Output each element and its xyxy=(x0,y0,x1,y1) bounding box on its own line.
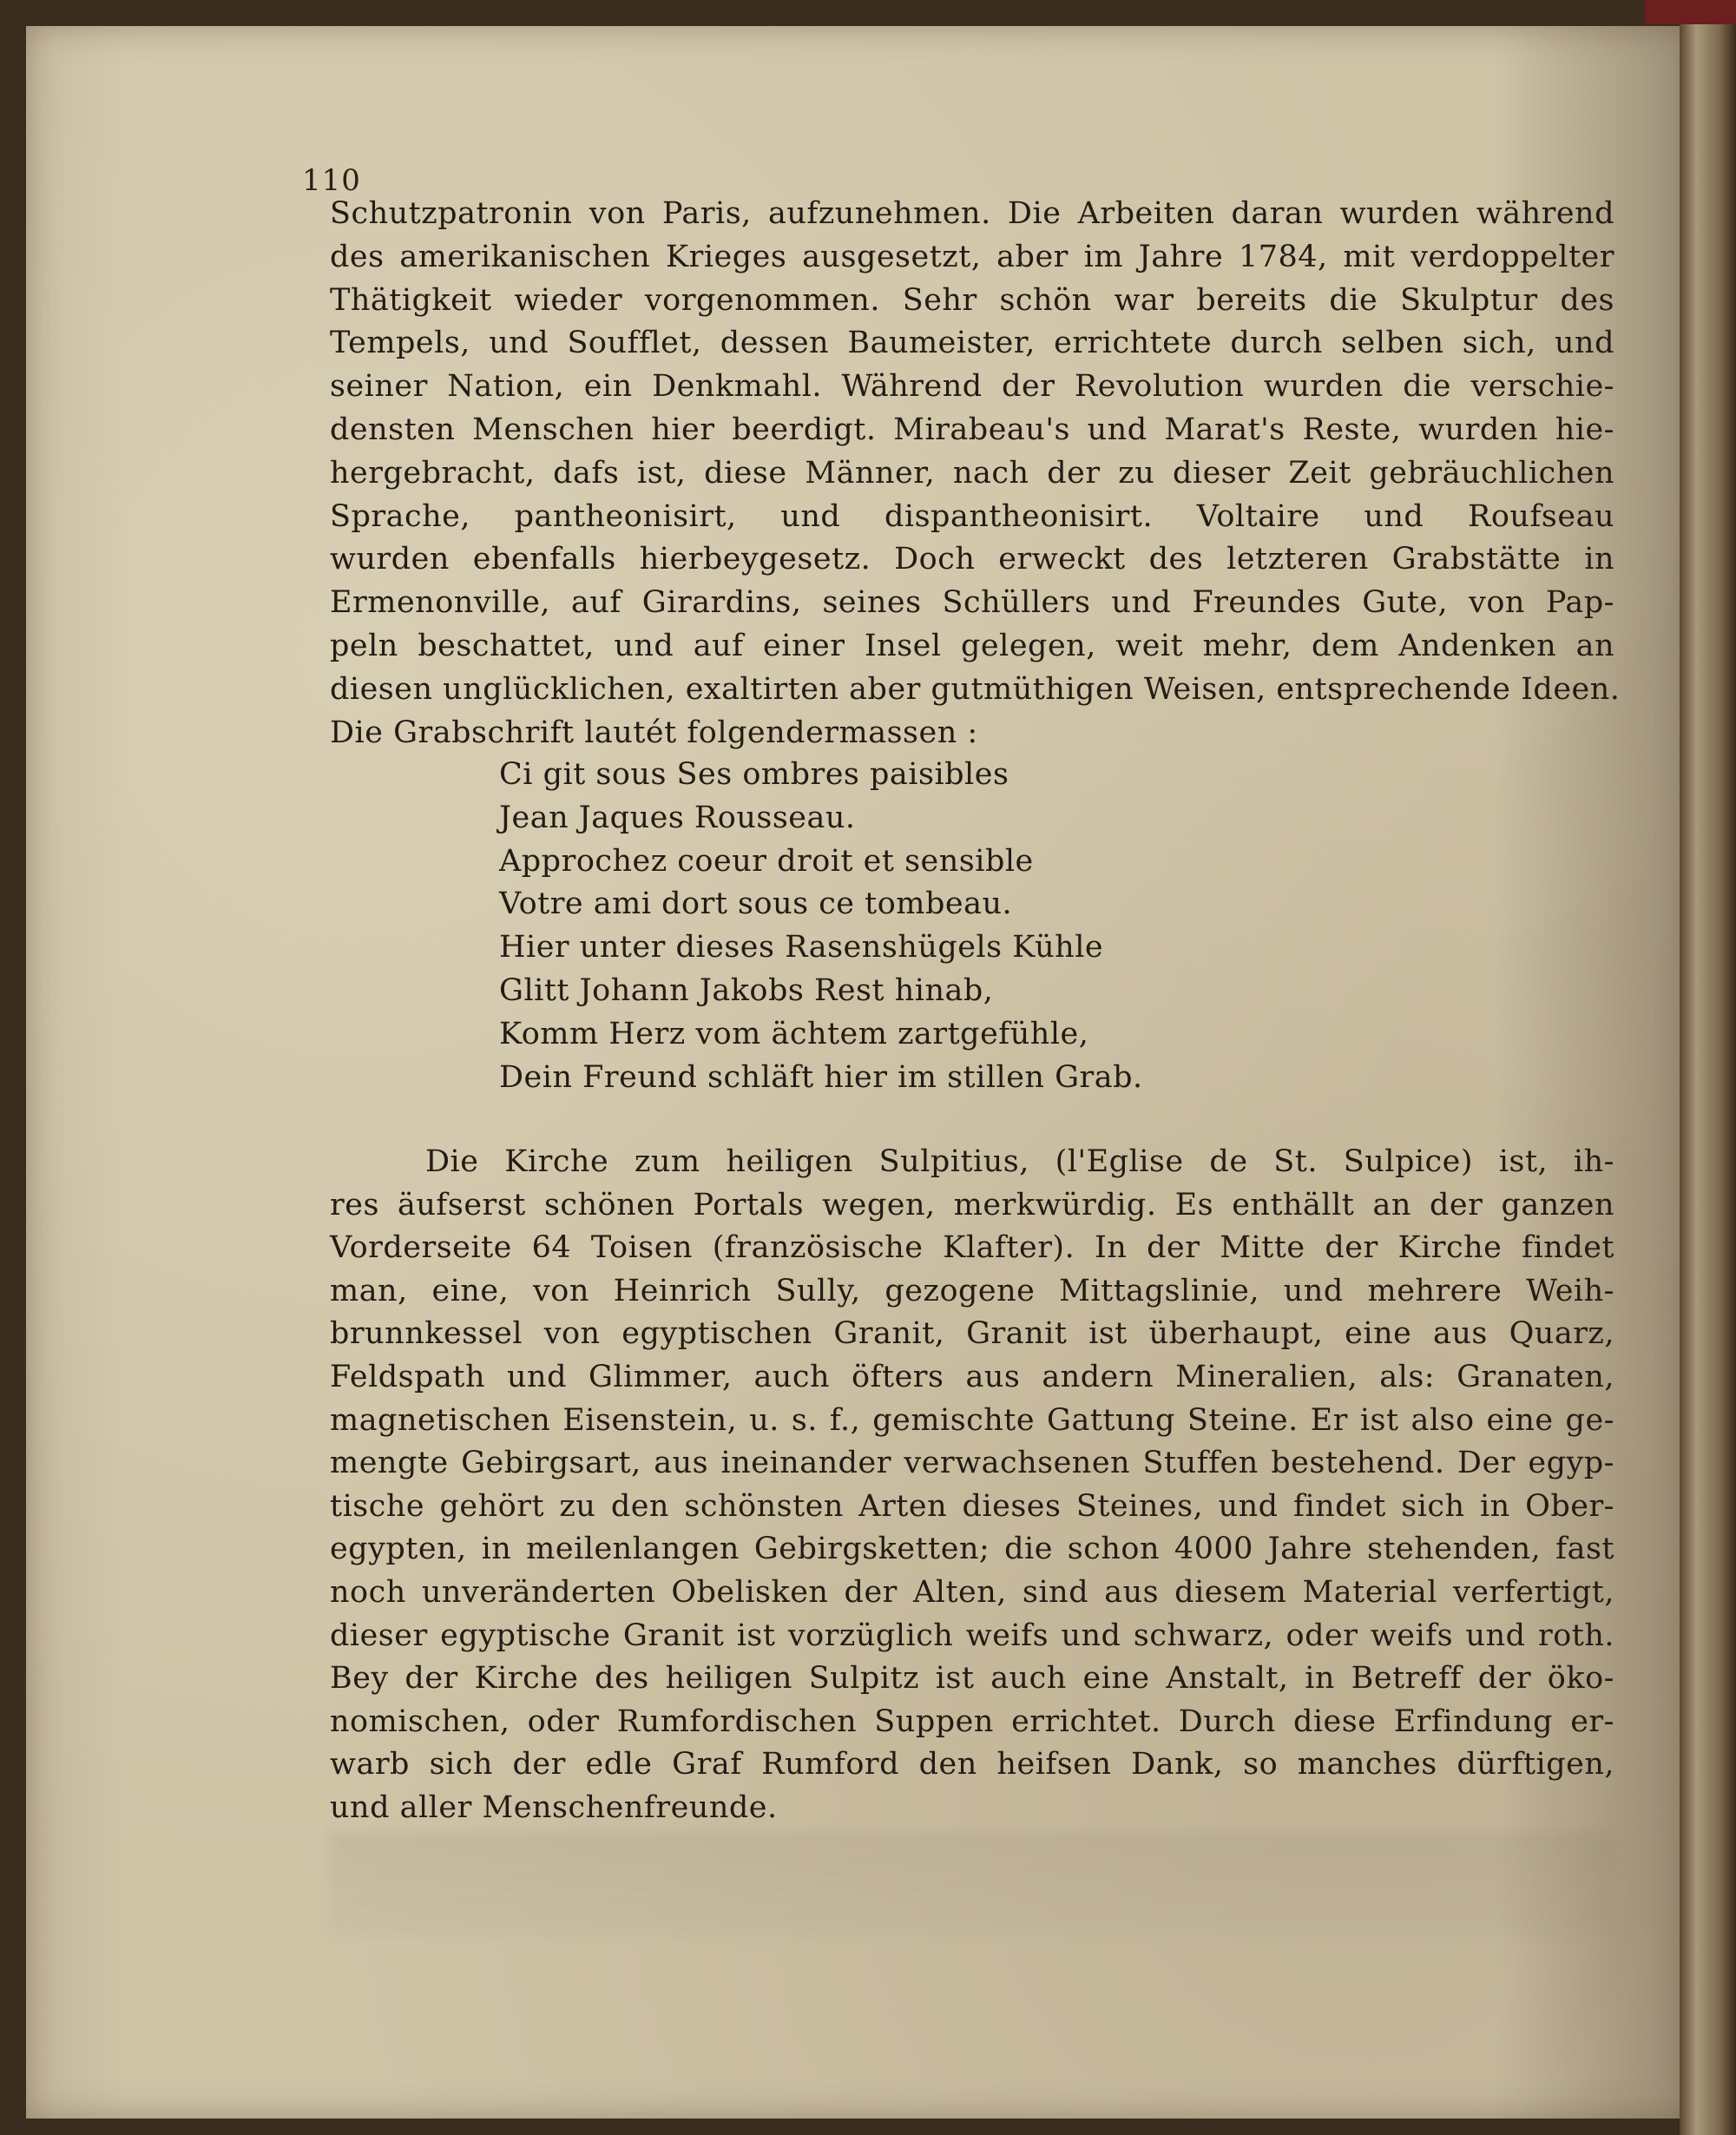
text-line: hergebracht, dafs ist, diese Männer, nach der zu dieser Zeit gebräuchlichen xyxy=(330,455,1614,491)
text-line: wurden ebenfalls hierbeygesetz. Doch erweckt des letzteren Grabstätte in xyxy=(330,542,1614,577)
text-line: mengte Gebirgsart, aus ineinander verwachsenen Stuffen bestehend. Der egyp- xyxy=(330,1446,1614,1481)
text-line: noch unveränderten Obelisken der Alten, sind aus diesem Material verfertigt, xyxy=(330,1574,1614,1610)
text-line: res äufserst schönen Portals wegen, merkwürdig. Es enthällt an der ganzen xyxy=(330,1187,1614,1222)
text-line: peln beschattet, und auf einer Insel gelegen, weit mehr, dem Andenken an xyxy=(330,628,1614,663)
poem-line: Votre ami dort sous ce tombeau. xyxy=(499,886,1013,922)
text-line: warb sich der edle Graf Rumford den heifsen Dank, so manches dürftigen, xyxy=(330,1747,1614,1782)
poem-line: Komm Herz vom ächtem zartgefühle, xyxy=(499,1016,1089,1051)
text-line: Bey der Kirche des heiligen Sulpitz ist auch eine Anstalt, in Betreff der öko- xyxy=(330,1661,1614,1697)
page-number: 110 xyxy=(302,163,361,198)
text-line: tische gehört zu den schönsten Arten dieses Steines, und findet sich in Ober- xyxy=(330,1488,1614,1524)
poem-line: Hier unter dieses Rasenshügels Kühle xyxy=(499,930,1104,965)
text-line: seiner Nation, ein Denkmahl. Während der Revolution wurden die verschie- xyxy=(330,369,1614,405)
text-line: Ermenonville, auf Girardins, seines Schüllers und Freundes Gute, von Pap- xyxy=(330,585,1614,621)
text-line: Sprache, pantheonisirt, und dispantheonisirt. Voltaire und Roufseau xyxy=(330,498,1614,534)
text-line: Tempels, und Soufflet, dessen Baumeister, errichtete durch selben sich, und xyxy=(330,326,1614,361)
text-line: dieser egyptische Granit ist vorzüglich weifs und schwarz, oder weifs und roth. xyxy=(330,1618,1614,1653)
book-gutter xyxy=(1680,0,1736,2135)
text-line: densten Menschen hier beerdigt. Mirabeau's und Marat's Reste, wurden hie- xyxy=(330,412,1614,447)
text-line: Die Kirche zum heiligen Sulpitius, (l'Eglise de St. Sulpice) ist, ih- xyxy=(425,1144,1614,1179)
text-line: brunnkessel von egyptischen Granit, Granit ist überhaupt, eine aus Quarz, xyxy=(330,1316,1614,1352)
binding-edge xyxy=(1645,0,1736,24)
text-line: Feldspath und Glimmer, auch öfters aus andern Mineralien, als: Granaten, xyxy=(330,1359,1614,1394)
bleed-through-smudge xyxy=(330,1832,1614,1936)
paragraph-1 xyxy=(330,193,1621,754)
poem-line: Jean Jaques Rousseau. xyxy=(499,800,856,835)
poem-line: Dein Freund schläft hier im stillen Grab. xyxy=(499,1059,1143,1095)
text-line: Die Grabschrift lautét folgendermassen : xyxy=(330,715,978,750)
text-line: magnetischen Eisenstein, u. s. f., gemischte Gattung Steine. Er ist also eine ge- xyxy=(330,1402,1614,1438)
text-line: und aller Menschenfreunde. xyxy=(330,1789,778,1825)
text-line: Schutzpatronin von Paris, aufzunehmen. Die Arbeiten daran wurden während xyxy=(330,196,1614,231)
text-line: nomischen, oder Rumfordischen Suppen errichtet. Durch diese Erfindung er- xyxy=(330,1703,1614,1739)
text-line: man, eine, von Heinrich Sully, gezogene Mittagslinie, und mehrere Weih- xyxy=(330,1273,1614,1308)
poem-line: Glitt Johann Jakobs Rest hinab, xyxy=(499,972,994,1008)
text-line: Vorderseite 64 Toisen (französische Klafter). In der Mitte der Kirche findet xyxy=(330,1230,1614,1266)
poem-line: Approchez coeur droit et sensible xyxy=(499,843,1034,879)
poem-line: Ci git sous Ses ombres paisibles xyxy=(499,757,1009,792)
text-line: egypten, in meilenlangen Gebirgsketten; die schon 4000 Jahre stehenden, fast xyxy=(330,1532,1614,1567)
paragraph-2 xyxy=(330,1141,1614,1830)
text-line: Thätigkeit wieder vorgenommen. Sehr schön war bereits die Skulptur des xyxy=(330,282,1614,318)
epitaph-poem xyxy=(499,754,1280,1099)
text-line: des amerikanischen Krieges ausgesetzt, aber im Jahre 1784, mit verdoppelter xyxy=(330,239,1614,274)
text-line: diesen unglücklichen, exaltirten aber gutmüthigen Weisen, entsprechende Ideen. xyxy=(330,671,1621,707)
